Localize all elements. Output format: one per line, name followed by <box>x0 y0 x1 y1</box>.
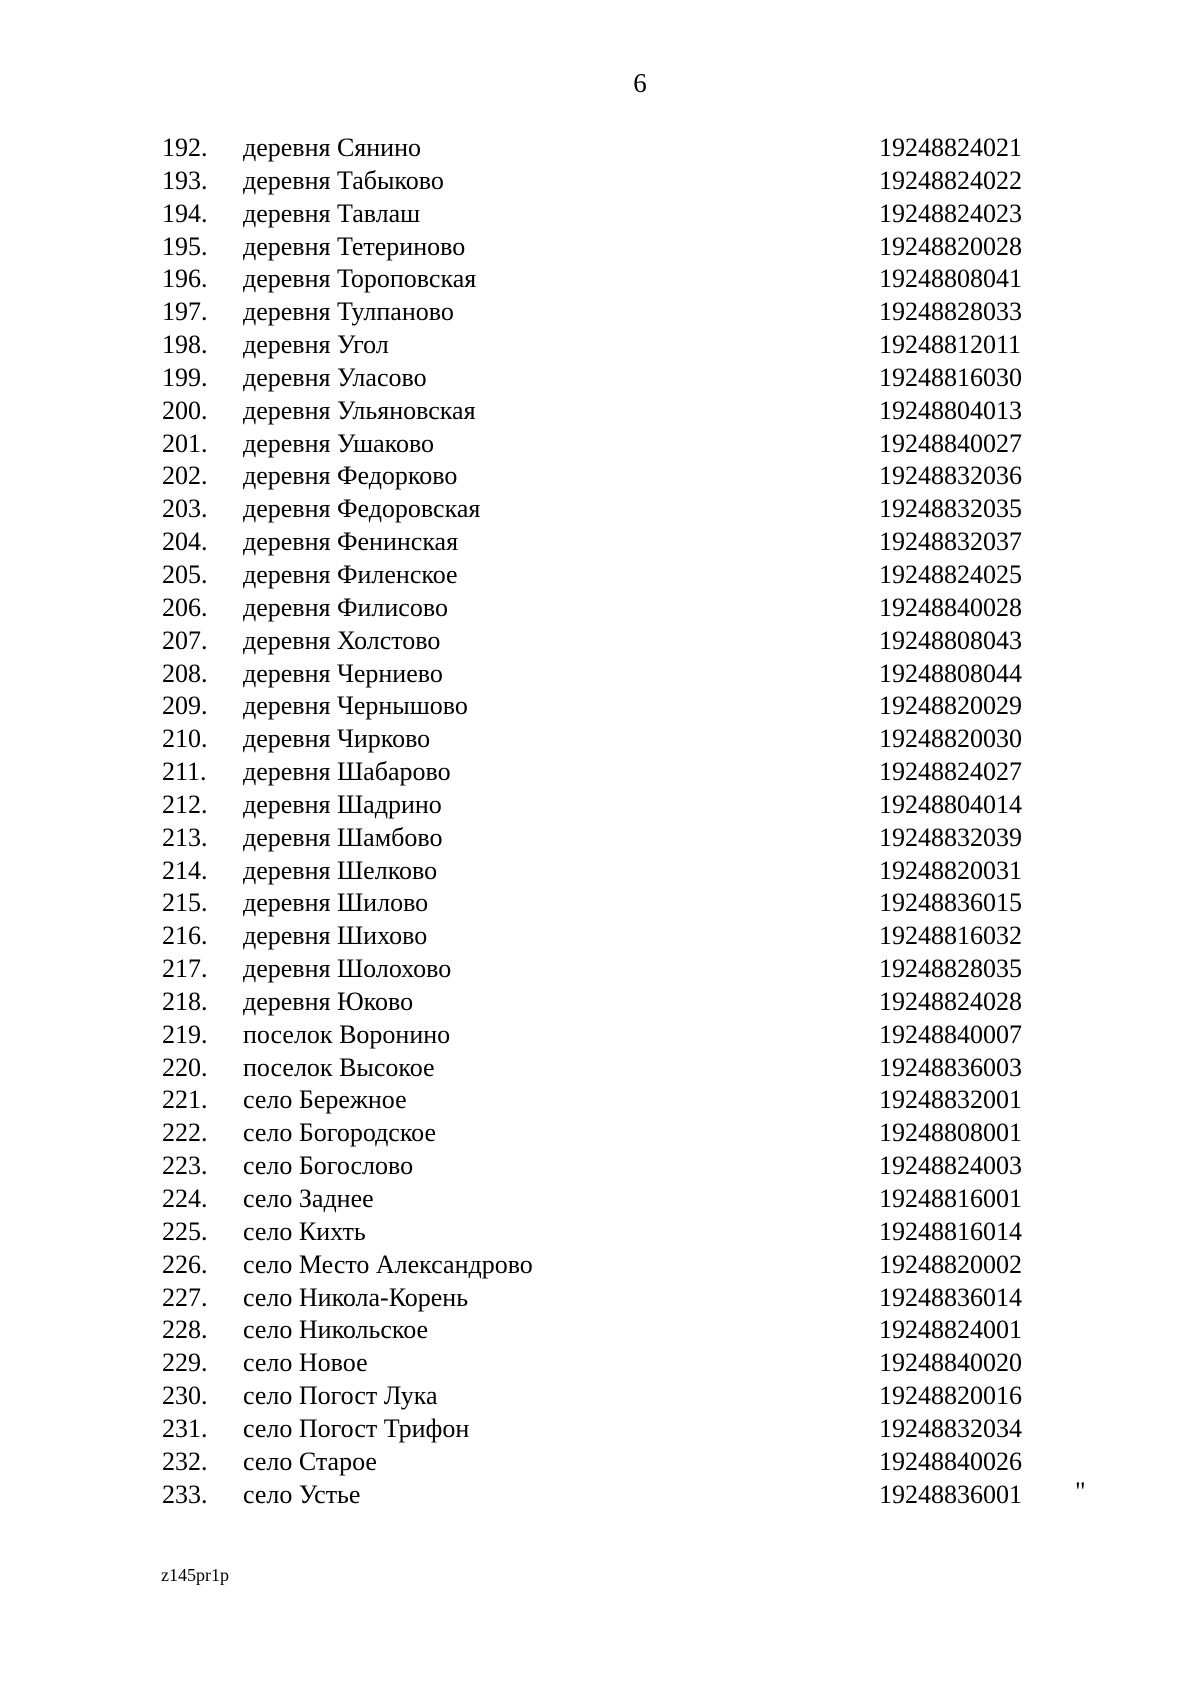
settlement-name: деревня Чирково <box>243 724 431 754</box>
row-number: 230. <box>162 1381 208 1411</box>
settlement-name: деревня Шилово <box>243 888 429 918</box>
oktmo-code: 19248832036 <box>879 461 1022 491</box>
page-number: 6 <box>633 68 647 98</box>
oktmo-code: 19248804014 <box>879 789 1022 819</box>
list-row <box>0 263 1200 296</box>
list-row <box>0 231 1200 264</box>
settlement-name: деревня Тулпаново <box>243 297 454 327</box>
list-row <box>0 1282 1200 1315</box>
oktmo-code: 19248820031 <box>879 855 1022 885</box>
row-number: 206. <box>162 592 208 622</box>
oktmo-code: 19248832037 <box>879 527 1022 557</box>
row-number: 197. <box>162 297 208 327</box>
row-number: 208. <box>162 658 208 688</box>
list-row <box>0 1314 1200 1347</box>
settlement-name: село Погост Трифон <box>243 1413 470 1443</box>
oktmo-code: 19248824023 <box>879 198 1022 228</box>
settlement-name: деревня Филисово <box>243 592 448 622</box>
settlement-name: деревня Тавлаш <box>243 198 421 228</box>
oktmo-code: 19248824025 <box>879 559 1022 589</box>
settlement-name: деревня Шамбово <box>243 822 443 852</box>
list-row <box>0 1413 1200 1446</box>
settlement-name: деревня Шадрино <box>243 789 442 819</box>
oktmo-code: 19248808044 <box>879 658 1022 688</box>
oktmo-code: 19248824001 <box>879 1315 1022 1345</box>
row-number: 224. <box>162 1184 208 1213</box>
list-row <box>0 1347 1200 1380</box>
list-row <box>0 428 1200 461</box>
oktmo-code: 19248836015 <box>879 888 1022 918</box>
row-number: 220. <box>162 1052 208 1082</box>
oktmo-code: 19248836014 <box>879 1282 1022 1312</box>
list-row <box>0 1183 1200 1216</box>
oktmo-code: 19248808043 <box>879 625 1022 655</box>
list-row <box>0 1249 1200 1282</box>
settlement-name: село Никольское <box>243 1315 429 1345</box>
row-number: 200. <box>162 395 208 425</box>
list-row <box>0 625 1200 658</box>
list-row <box>0 1150 1200 1183</box>
settlement-name: деревня Уласово <box>243 362 427 392</box>
row-number: 203. <box>162 494 208 524</box>
settlement-name: деревня Шелково <box>243 855 438 885</box>
oktmo-code: 19248820028 <box>879 231 1022 261</box>
row-number: 217. <box>162 954 208 984</box>
list-row <box>0 198 1200 231</box>
row-number: 210. <box>162 724 208 754</box>
settlement-name: деревня Угол <box>243 330 389 360</box>
oktmo-code: 19248836003 <box>879 1052 1022 1082</box>
list-row <box>0 296 1200 329</box>
document-code: z145pr1p <box>161 1565 229 1585</box>
row-number: 201. <box>162 428 208 458</box>
list-row <box>0 493 1200 526</box>
row-number: 193. <box>162 165 208 195</box>
row-number: 192. <box>162 133 208 162</box>
oktmo-code: 19248820030 <box>879 724 1022 754</box>
list-row <box>0 887 1200 920</box>
settlement-name: деревня Ушаково <box>243 428 435 458</box>
row-number: 211. <box>162 757 207 787</box>
row-number: 227. <box>162 1282 208 1312</box>
list-row <box>0 986 1200 1019</box>
list-row <box>0 789 1200 822</box>
oktmo-code: 19248824027 <box>879 757 1022 787</box>
list-row <box>0 690 1200 723</box>
list-row <box>0 1479 1200 1512</box>
settlement-name: село Устье <box>243 1479 361 1509</box>
settlement-name: село Место Александрово <box>243 1249 533 1279</box>
oktmo-code: 19248840027 <box>879 428 1022 458</box>
oktmo-code: 19248824022 <box>879 165 1022 195</box>
oktmo-code: 19248816001 <box>879 1184 1022 1213</box>
oktmo-code: 19248804013 <box>879 395 1022 425</box>
oktmo-code: 19248832039 <box>879 822 1022 852</box>
oktmo-code: 19248840007 <box>879 1019 1022 1049</box>
settlement-name: деревня Тороповская <box>243 264 477 294</box>
settlement-name: деревня Фенинская <box>243 527 459 557</box>
row-number: 219. <box>162 1019 208 1049</box>
settlement-name: село Бережное <box>243 1085 407 1115</box>
settlement-name: деревня Шихово <box>243 921 428 951</box>
settlement-name: село Богослово <box>243 1151 414 1181</box>
oktmo-code: 19248832034 <box>879 1413 1022 1443</box>
settlement-name: деревня Холстово <box>243 625 441 655</box>
oktmo-code: 19248840020 <box>879 1348 1022 1378</box>
row-number: 195. <box>162 231 208 261</box>
settlement-name: поселок Воронино <box>243 1019 451 1049</box>
list-row <box>0 658 1200 691</box>
settlement-name: село Погост Лука <box>243 1381 438 1411</box>
list-row <box>0 395 1200 428</box>
oktmo-code: 19248840028 <box>879 592 1022 622</box>
row-number: 226. <box>162 1249 208 1279</box>
list-row <box>0 920 1200 953</box>
row-number: 202. <box>162 461 208 491</box>
row-number: 223. <box>162 1151 208 1181</box>
settlement-name: село Богородское <box>243 1118 437 1148</box>
oktmo-code: 19248836001 <box>879 1479 1022 1509</box>
oktmo-code: 19248824028 <box>879 986 1022 1016</box>
list-row <box>0 1446 1200 1479</box>
settlement-name: село Кихть <box>243 1216 366 1246</box>
oktmo-code: 19248808001 <box>879 1118 1022 1148</box>
row-number: 204. <box>162 527 208 557</box>
list-row <box>0 1117 1200 1150</box>
row-number: 194. <box>162 198 208 228</box>
row-number: 207. <box>162 625 208 655</box>
oktmo-code: 19248812011 <box>879 330 1022 360</box>
oktmo-code: 19248816032 <box>879 921 1022 951</box>
list-row <box>0 1052 1200 1085</box>
oktmo-code: 19248824021 <box>879 133 1022 162</box>
settlement-name: деревня Чернышово <box>243 691 468 721</box>
list-row <box>0 592 1200 625</box>
row-number: 205. <box>162 559 208 589</box>
oktmo-code: 19248828035 <box>879 954 1022 984</box>
row-number: 215. <box>162 888 208 918</box>
row-number: 222. <box>162 1118 208 1148</box>
settlement-name: деревня Табыково <box>243 165 444 195</box>
settlement-list <box>0 132 1200 1511</box>
list-row <box>0 329 1200 362</box>
list-row <box>0 723 1200 756</box>
row-number: 213. <box>162 822 208 852</box>
row-number: 232. <box>162 1446 208 1476</box>
settlement-name: деревня Черниево <box>243 658 443 688</box>
row-number: 229. <box>162 1348 208 1378</box>
row-number: 199. <box>162 362 208 392</box>
settlement-name: деревня Тетериново <box>243 231 466 261</box>
row-number: 218. <box>162 986 208 1016</box>
settlement-name: деревня Сянино <box>243 133 422 162</box>
settlement-name: село Новое <box>243 1348 368 1378</box>
row-number: 216. <box>162 921 208 951</box>
row-number: 209. <box>162 691 208 721</box>
list-row <box>0 1084 1200 1117</box>
settlement-name: поселок Высокое <box>243 1052 435 1082</box>
settlement-name: деревня Федоровская <box>243 494 481 524</box>
list-row <box>0 1216 1200 1249</box>
settlement-name: деревня Филенское <box>243 559 458 589</box>
settlement-name: деревня Федорково <box>243 461 458 491</box>
row-number: 198. <box>162 330 208 360</box>
list-row <box>0 953 1200 986</box>
row-number: 231. <box>162 1413 208 1443</box>
list-row <box>0 559 1200 592</box>
oktmo-code: 19248820016 <box>879 1381 1022 1411</box>
closing-quote: " <box>1075 1477 1086 1506</box>
list-row <box>0 165 1200 198</box>
row-number: 196. <box>162 264 208 294</box>
oktmo-code: 19248816014 <box>879 1216 1022 1246</box>
list-row <box>0 855 1200 888</box>
settlement-name: деревня Юково <box>243 986 414 1016</box>
oktmo-code: 19248816030 <box>879 362 1022 392</box>
settlement-name: деревня Ульяновская <box>243 395 476 425</box>
list-row <box>0 822 1200 855</box>
list-row <box>0 526 1200 559</box>
list-row <box>0 362 1200 395</box>
row-number: 212. <box>162 789 208 819</box>
row-number: 221. <box>162 1085 208 1115</box>
row-number: 228. <box>162 1315 208 1345</box>
list-row <box>0 1380 1200 1413</box>
oktmo-code: 19248820002 <box>879 1249 1022 1279</box>
settlement-name: деревня Шабарово <box>243 757 451 787</box>
list-row <box>0 460 1200 493</box>
oktmo-code: 19248840026 <box>879 1446 1022 1476</box>
settlement-name: деревня Шолохово <box>243 954 452 984</box>
oktmo-code: 19248832001 <box>879 1085 1022 1115</box>
row-number: 225. <box>162 1216 208 1246</box>
oktmo-code: 19248824003 <box>879 1151 1022 1181</box>
list-row <box>0 1019 1200 1052</box>
settlement-name: село Никола-Корень <box>243 1282 469 1312</box>
settlement-name: село Заднее <box>243 1184 374 1213</box>
settlement-name: село Старое <box>243 1446 377 1476</box>
oktmo-code: 19248828033 <box>879 297 1022 327</box>
row-number: 214. <box>162 855 208 885</box>
oktmo-code: 19248820029 <box>879 691 1022 721</box>
oktmo-code: 19248808041 <box>879 264 1022 294</box>
list-row <box>0 756 1200 789</box>
oktmo-code: 19248832035 <box>879 494 1022 524</box>
list-row <box>0 132 1200 165</box>
row-number: 233. <box>162 1479 208 1509</box>
